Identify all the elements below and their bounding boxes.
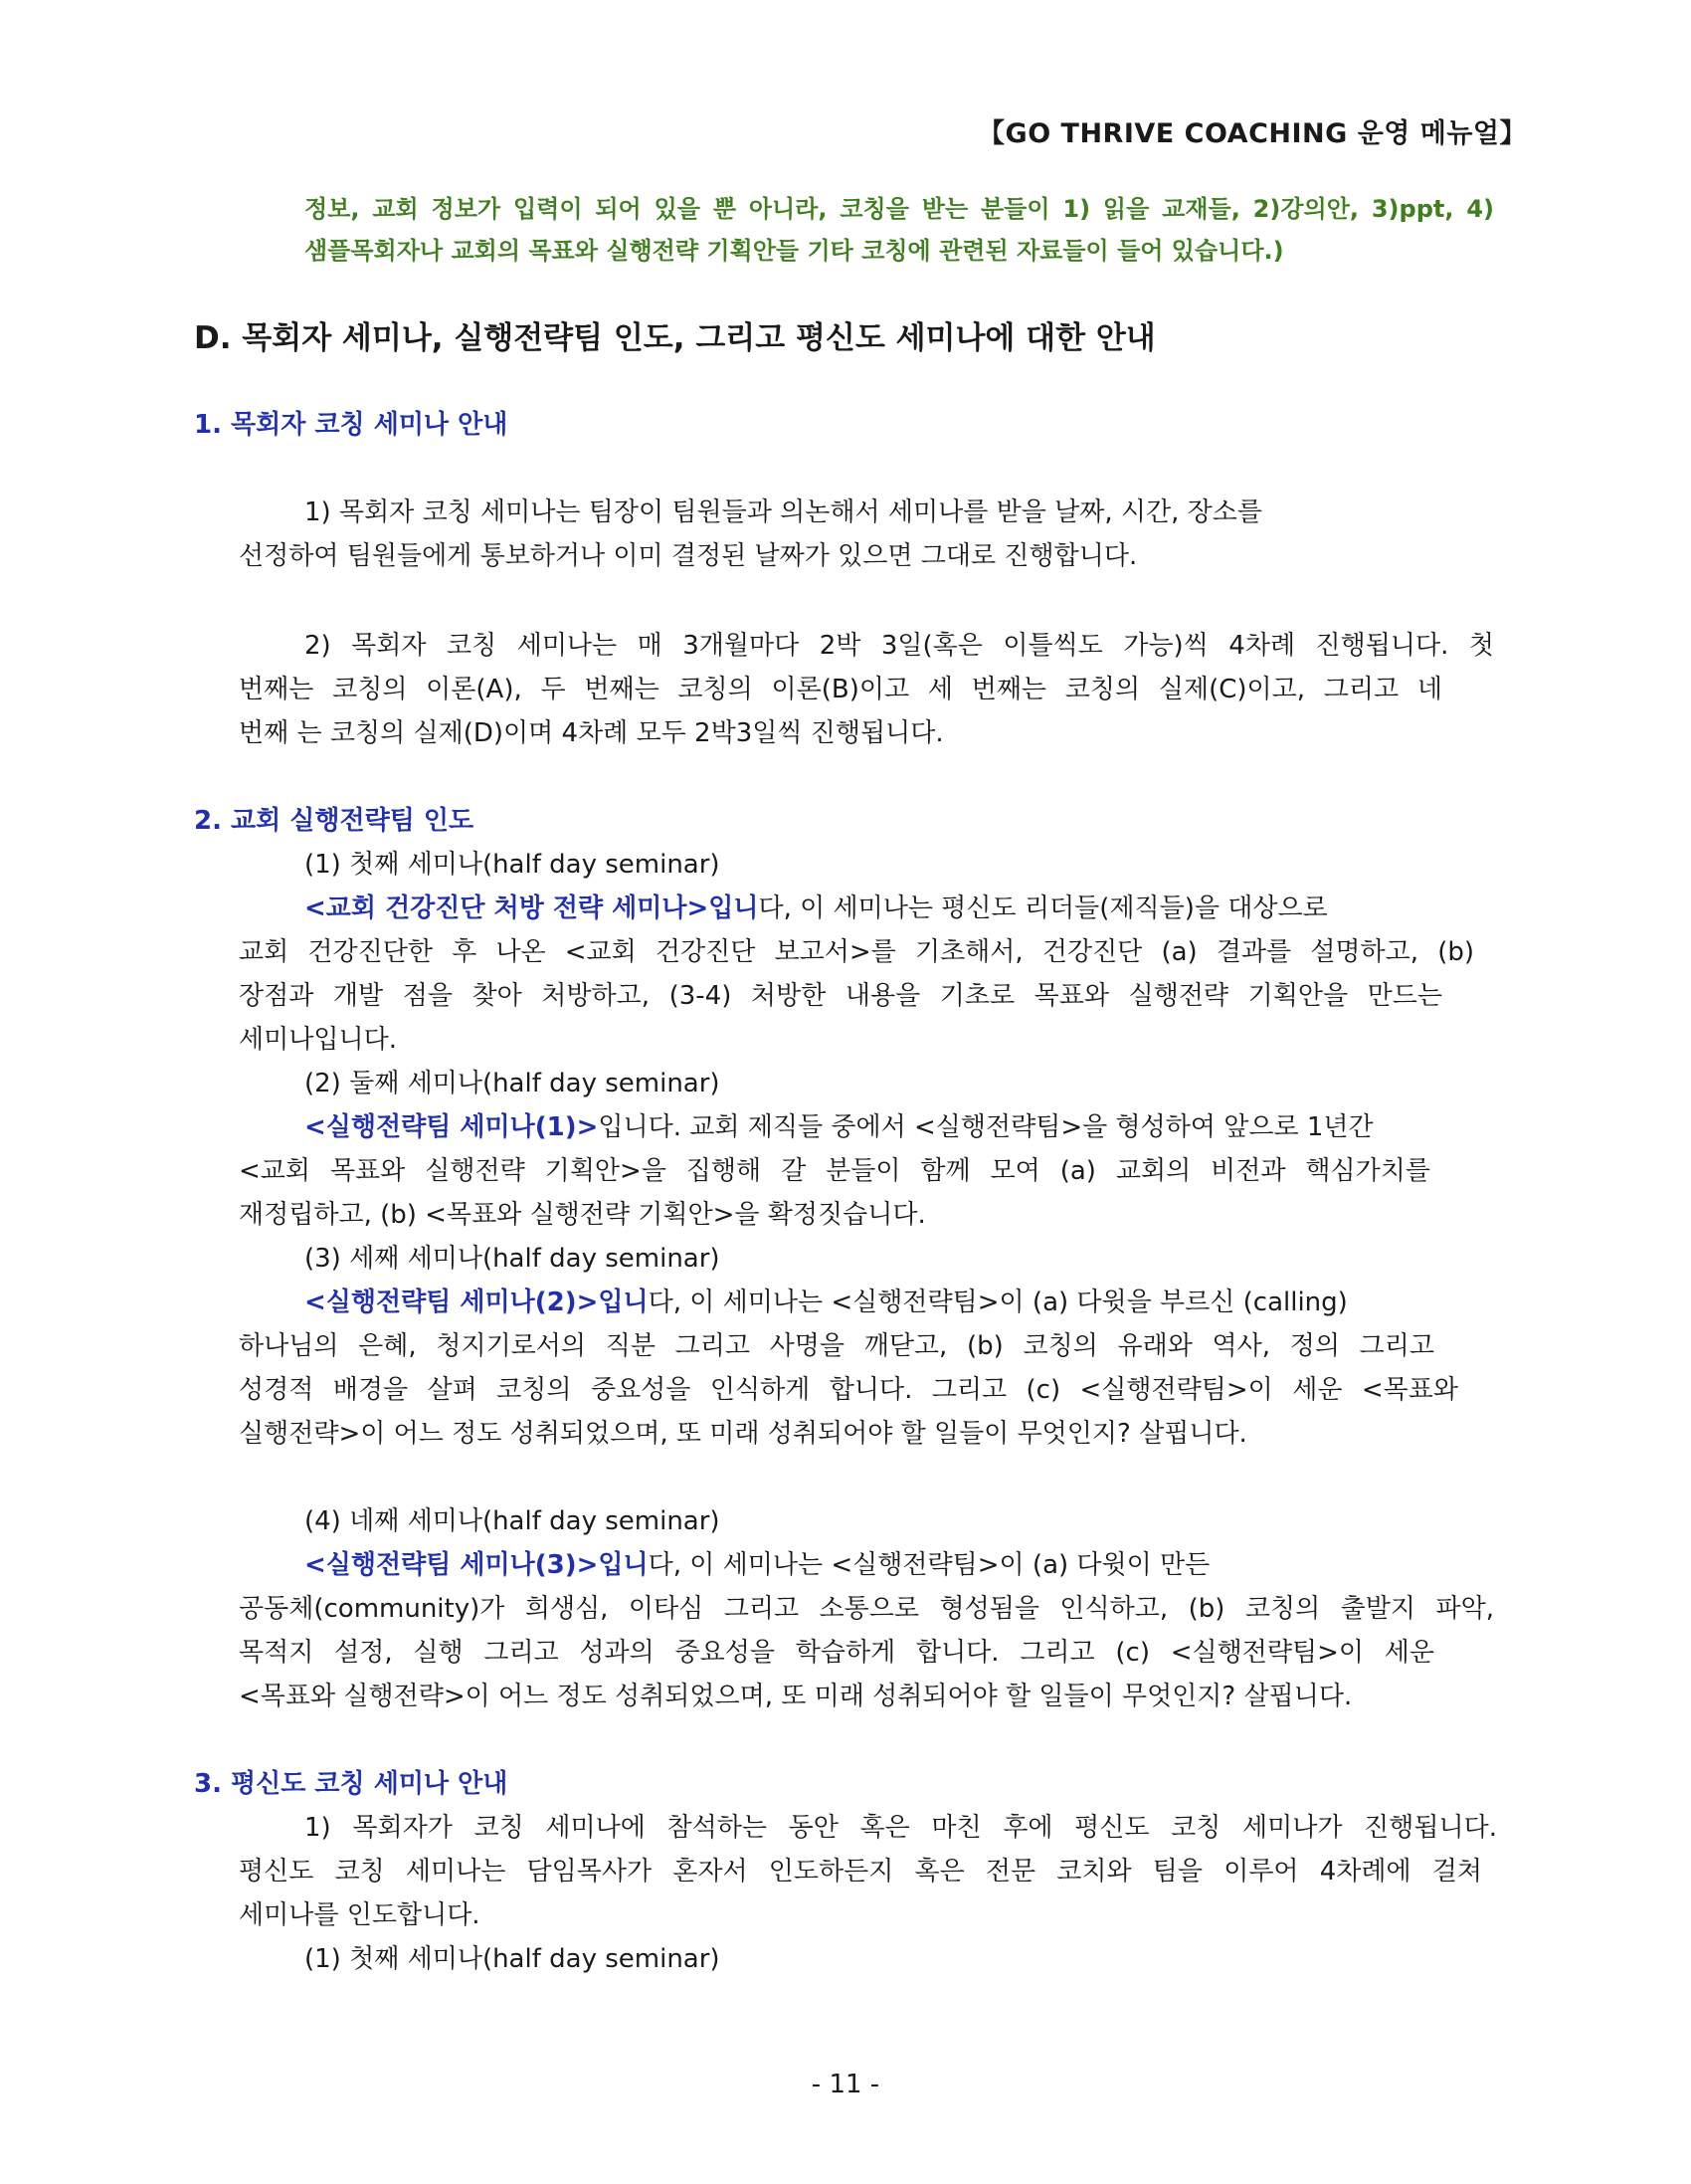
s2-sem1-line-3: 세미나입니다.	[239, 1025, 397, 1055]
s2-sem2-first-line	[304, 1106, 1374, 1143]
page-number: - 11 -	[811, 2070, 880, 2099]
s2-sem3-line-2: 성경적 배경을 살펴 코칭의 중요성을 인식하게 합니다. 그리고 (c) <실행전략팀>이 세운 <목표와	[239, 1375, 1458, 1405]
s2-sem2-rest: 입니다. 교회 제직들 중에서 <실행전략팀>을 형성하여 앞으로 1년간	[598, 1112, 1374, 1142]
s2-sem1-blue: <교회 건강진단 처방 전략 세미나>입니	[304, 893, 759, 923]
s2-sem4-blue: <실행전략팀 세미나(3)>입니	[304, 1550, 649, 1580]
s1-p2-line-2: 번째는 코칭의 이론(A), 두 번째는 코칭의 이론(B)이고 세 번째는 코칭의 실제(C)이고, 그리고 네	[239, 675, 1442, 704]
section-3-title: 3. 평신도 코칭 세미나 안내	[194, 1769, 508, 1799]
s2-sem1-head: (1) 첫째 세미나(half day seminar)	[304, 850, 720, 880]
s2-sem2-head: (2) 둘째 세미나(half day seminar)	[304, 1069, 720, 1098]
s1-p2-line-1: 2) 목회자 코칭 세미나는 매 3개월마다 2박 3일(혹은 이틀씩도 가능)씩 4차례 진행됩니다. 첫	[304, 631, 1494, 661]
s2-sem4-line-3: <목표와 실행전략>이 어느 정도 성취되었으며, 또 미래 성취되어야 할 일들이 무엇인지? 살핍니다.	[239, 1682, 1353, 1711]
intro-line-2: 샘플목회자나 교회의 목표와 실행전략 기획안들 기타 코칭에 관련된 자료들이 들어 있습니다.)	[304, 237, 1284, 265]
running-header: 【GO THRIVE COACHING 운영 메뉴얼】	[978, 118, 1527, 149]
s2-sem4-line-1: 공동체(community)가 희생심, 이타심 그리고 소통으로 형성됨을 인식하고, (b) 코칭의 출발지 파악,	[239, 1594, 1494, 1624]
s2-sem3-line-1: 하나님의 은혜, 청지기로서의 직분 그리고 사명을 깨닫고, (b) 코칭의 유래와 역사, 정의 그리고	[239, 1331, 1434, 1361]
s3-p1-line-2: 평신도 코칭 세미나는 담임목사가 혼자서 인도하든지 혹은 전문 코치와 팀을 이루어 4차례에 걸쳐	[239, 1857, 1482, 1886]
s2-sem3-blue: <실행전략팀 세미나(2)>입니	[304, 1288, 649, 1317]
s3-p1-line-3: 세미나를 인도합니다.	[239, 1900, 480, 1930]
s2-sem1-line-2: 장점과 개발 점을 찾아 처방하고, (3-4) 처방한 내용을 기초로 목표와 실행전략 기획안을 만드는	[239, 981, 1442, 1011]
s2-sem3-first-line	[304, 1282, 1348, 1318]
s2-sem1-first-line	[304, 888, 1328, 924]
s2-sem2-line-1: <교회 목표와 실행전략 기획안>을 집행해 갈 분들이 함께 모여 (a) 교회의 비전과 핵심가치를	[239, 1156, 1430, 1186]
s2-sem3-line-3: 실행전략>이 어느 정도 성취되었으며, 또 미래 성취되어야 할 일들이 무엇인지? 살핍니다.	[239, 1419, 1247, 1449]
s1-p2-line-3: 번째 는 코칭의 실제(D)이며 4차례 모두 2박3일씩 진행됩니다.	[239, 718, 944, 748]
s2-sem4-line-2: 목적지 설정, 실행 그리고 성과의 중요성을 학습하게 합니다. 그리고 (c) <실행전략팀>이 세운	[239, 1638, 1434, 1668]
s2-sem3-rest: 다, 이 세미나는 <실행전략팀>이 (a) 다윗을 부르신 (calling)	[648, 1288, 1348, 1317]
s2-sem3-head: (3) 세째 세미나(half day seminar)	[304, 1244, 720, 1274]
section-2-title: 2. 교회 실행전략팀 인도	[194, 806, 474, 836]
s3-p1-line-1: 1) 목회자가 코칭 세미나에 참석하는 동안 혹은 마친 후에 평신도 코칭 세미나가 진행됩니다.	[304, 1813, 1497, 1843]
s2-sem4-first-line	[304, 1544, 1210, 1581]
s2-sem4-head: (4) 네째 세미나(half day seminar)	[304, 1506, 720, 1536]
s2-sem2-blue: <실행전략팀 세미나(1)>	[304, 1112, 599, 1142]
s3-sem1-head: (1) 첫째 세미나(half day seminar)	[304, 1944, 720, 1974]
section-1-title: 1. 목회자 코칭 세미나 안내	[194, 410, 508, 440]
s2-sem1-line-1: 교회 건강진단한 후 나온 <교회 건강진단 보고서>를 기초해서, 건강진단 (a) 결과를 설명하고, (b)	[239, 937, 1474, 967]
s1-p1-line-1: 1) 목회자 코칭 세미나는 팀장이 팀원들과 의논해서 세미나를 받을 날짜, 시간, 장소를	[304, 497, 1262, 527]
s2-sem2-line-2: 재정립하고, (b) <목표와 실행전략 기획안>을 확정짓습니다.	[239, 1200, 926, 1230]
section-d-title: D. 목회자 세미나, 실행전략팀 인도, 그리고 평신도 세미나에 대한 안내	[194, 320, 1156, 356]
s2-sem1-rest: 다, 이 세미나는 평신도 리더들(제직들)을 대상으로	[758, 893, 1328, 923]
s1-p1-line-2: 선정하여 팀원들에게 통보하거나 이미 결정된 날짜가 있으면 그대로 진행합니다.	[239, 541, 1138, 571]
intro-line-1: 정보, 교회 정보가 입력이 되어 있을 뿐 아니라, 코칭을 받는 분들이 1) 읽을 교재들, 2)강의안, 3)ppt, 4)	[304, 195, 1494, 223]
s2-sem4-rest: 다, 이 세미나는 <실행전략팀>이 (a) 다윗이 만든	[648, 1550, 1211, 1580]
